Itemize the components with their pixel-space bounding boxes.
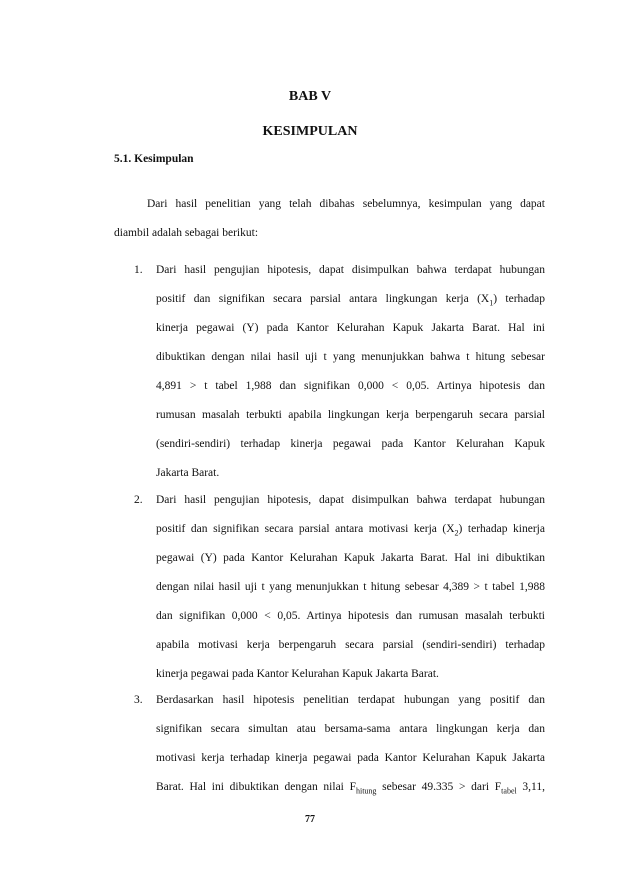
- list-item-line: rumusan masalah terbukti apabila lingkungan kerja berpengaruh secara parsial: [156, 409, 545, 421]
- list-item-line: kinerja pegawai (Y) pada Kantor Kelurahan Kapuk Jakarta Barat. Hal ini: [156, 322, 545, 334]
- chapter-title: KESIMPULAN: [262, 124, 358, 139]
- list-item-number: 2.: [134, 494, 143, 506]
- list-item-number: 3.: [134, 694, 143, 706]
- list-item-line: signifikan secara simultan atau bersama-sama antara lingkungan kerja dan: [156, 723, 545, 735]
- list-item-line: kinerja pegawai pada Kantor Kelurahan Kapuk Jakarta Barat.: [156, 668, 439, 680]
- section-heading: 5.1. Kesimpulan: [114, 153, 194, 165]
- page-number: 77: [305, 814, 315, 825]
- list-item-line: dibuktikan dengan nilai hasil uji t yang menunjukkan bahwa t hitung sebesar: [156, 351, 545, 363]
- list-item-line: Berdasarkan hasil hipotesis penelitian terdapat hubungan yang positif dan: [156, 694, 545, 706]
- list-item-line: dan signifikan 0,000 < 0,05. Artinya hipotesis dan rumusan masalah terbukti: [156, 610, 545, 622]
- list-item-body: [156, 256, 545, 488]
- list-item-line: (sendiri-sendiri) terhadap kinerja pegawai pada Kantor Kelurahan Kapuk: [156, 438, 545, 450]
- list-item-line: positif dan signifikan secara parsial antara lingkungan kerja $(X_1)$ terhadap: [156, 293, 545, 308]
- list-item-line: Jakarta Barat.: [156, 467, 220, 479]
- intro-line: Dari hasil penelitian yang telah dibahas sebelumnya, kesimpulan yang dapat: [147, 198, 545, 210]
- list-item-line: positif dan signifikan secara parsial antara motivasi kerja $(X_2)$ terhadap kinerja: [156, 523, 545, 538]
- list-item-line: pegawai (Y) pada Kantor Kelurahan Kapuk Jakarta Barat. Hal ini dibuktikan: [156, 552, 545, 564]
- chapter-number: BAB V: [288, 89, 332, 104]
- list-item-line: Dari hasil pengujian hipotesis, dapat disimpulkan bahwa terdapat hubungan: [156, 264, 545, 276]
- list-item-line: Barat. Hal ini dibuktikan dengan nilai $F_{hitung}$ sebesar 49.335 > dari $F_{tabel}$ 3,11,: [156, 781, 545, 796]
- list-item-line: apabila motivasi kerja berpengaruh secara parsial (sendiri-sendiri) terhadap: [156, 639, 545, 651]
- list-item-line: motivasi kerja terhadap kinerja pegawai pada Kantor Kelurahan Kapuk Jakarta: [156, 752, 545, 764]
- list-item-line: dengan nilai hasil uji t yang menunjukkan t hitung sebesar 4,389 > t tabel 1,988: [156, 581, 545, 593]
- intro-paragraph: [114, 190, 545, 248]
- intro-line: diambil adalah sebagai berikut:: [114, 227, 259, 239]
- list-item-line: Dari hasil pengujian hipotesis, dapat disimpulkan bahwa terdapat hubungan: [156, 494, 545, 506]
- list-item-number: 1.: [134, 264, 143, 276]
- list-item-body: [156, 686, 545, 802]
- list-item-body: [156, 486, 545, 689]
- list-item-line: 4,891 > t tabel 1,988 dan signifikan 0,000 < 0,05. Artinya hipotesis dan: [156, 380, 545, 392]
